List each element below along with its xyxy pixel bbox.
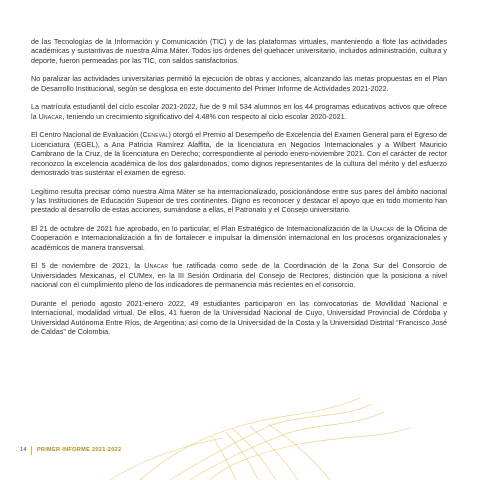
- text-run: El 21 de octubre de 2021 fue aprobado, en lo particular, el Plan Estratégico de Internacionalización de la: [31, 224, 371, 234]
- paragraph: [31, 261, 447, 289]
- text-run: de la Oficina de Cooperación e Internacionalización a fin de fortalecer e impulsar la dimensión internacional en los procesos organizacionales y académicos de manera transversal.: [31, 224, 447, 252]
- paragraph: Legítimo resulta precisar cómo nuestra Alma Máter se ha internacionalizado, posicionándose entre sus pares del ámbito nacional y las Instituciones de Educación Superior de tres continentes. Digno es reconocer y destacar el apoyo que en todo momento han prestado al desarrollo de estas acciones, sumándose a ellas, el Patronato y el Consejo universitario.: [31, 186, 447, 215]
- text-run: La matrícula estudiantil del ciclo escolar 2021-2022, fue de 9 mil 534 alumnos en los 44 programas educativos activos que ofrece la: [31, 102, 447, 121]
- acronym-smallcaps: Unacar: [370, 224, 395, 234]
- text-run: fue ratificada como sede de la Coordinación de la Zona Sur del Consorcio de Universidades Mexicanas, el CUMex, en la III Sesión Ordinaria del Consejo de Rectores, distinción que la posiciona a nivel nacional con el cumplimiento pleno de los indicadores de permanencia más recientes en el consorcio.: [31, 261, 447, 290]
- acronym-smallcaps: Ceneval: [142, 130, 169, 140]
- footer-divider: [31, 446, 32, 455]
- acronym-smallcaps: Unacar: [144, 261, 169, 271]
- paragraph: Durante el periodo agosto 2021-enero 2022, 49 estudiantes participaron en las convocatorias de Movilidad Nacional e Internacional, modalidad virtual. De ellos, 41 fueron de la Universidad Nacional de Cuyo, Universidad Provincial de Córdoba y Universidad Autónoma Entre Ríos, de Argentina; así como de la Universidad de la Costa y la Universidad Distrital “Francisco José de Caldas” de Colombia.: [31, 298, 447, 337]
- paragraph: No paralizar las actividades universitarias permitió la ejecución de obras y acciones, alcanzando las metas propuestas en el Plan de Desarrollo Institucional, según se desglosa en este documento del Primer Informe de Actividades 2021-2022.: [31, 74, 447, 93]
- paragraph: [31, 224, 447, 252]
- text-run: El Centro Nacional de Evaluación (: [31, 130, 143, 140]
- footer-report-title: PRIMER INFORME 2021-2022: [36, 447, 122, 453]
- page-footer: [20, 444, 121, 456]
- acronym-smallcaps: Unacar: [38, 111, 63, 121]
- paragraph: [31, 102, 447, 121]
- text-run: ) otorgó el Premio al Desempeño de Excelencia del Examen General para el Egreso de Licenciatura (EGEL), a Ana Patricia Ramírez Alaffita, de la licenciatura en Negocios Internacionales y a Wilbert Mauricio Cambrano de la Cruz, de la licenciatura en Derecho; correspondiente al periodo enero-noviembre 2021. Con el carácter de rector reconozco la excelencia académica de los dos galardonados, como dignos representantes de la cultura del mérito y del esfuerzo demostrado tras sustentar el examen de egreso.: [31, 130, 447, 178]
- text-run: , teniendo un crecimiento significativo del 4.48% con respecto al ciclo escolar 2020-2021.: [62, 111, 347, 121]
- page-number: 14: [20, 447, 27, 453]
- body-text: [31, 37, 447, 346]
- paragraph: de las Tecnologías de la Información y Comunicación (TIC) y de las plataformas virtuales, manteniendo a flote las actividades académicas y sustantivas de nuestra Alma Máter. Todos los órdenes del quehacer universitario, incluidos administración, cultura y deporte, fueron permeadas por las TIC, con saldos satisfactorios.: [31, 37, 447, 65]
- paragraph: [31, 130, 447, 177]
- text-run: El 5 de noviembre de 2021, la: [31, 261, 145, 271]
